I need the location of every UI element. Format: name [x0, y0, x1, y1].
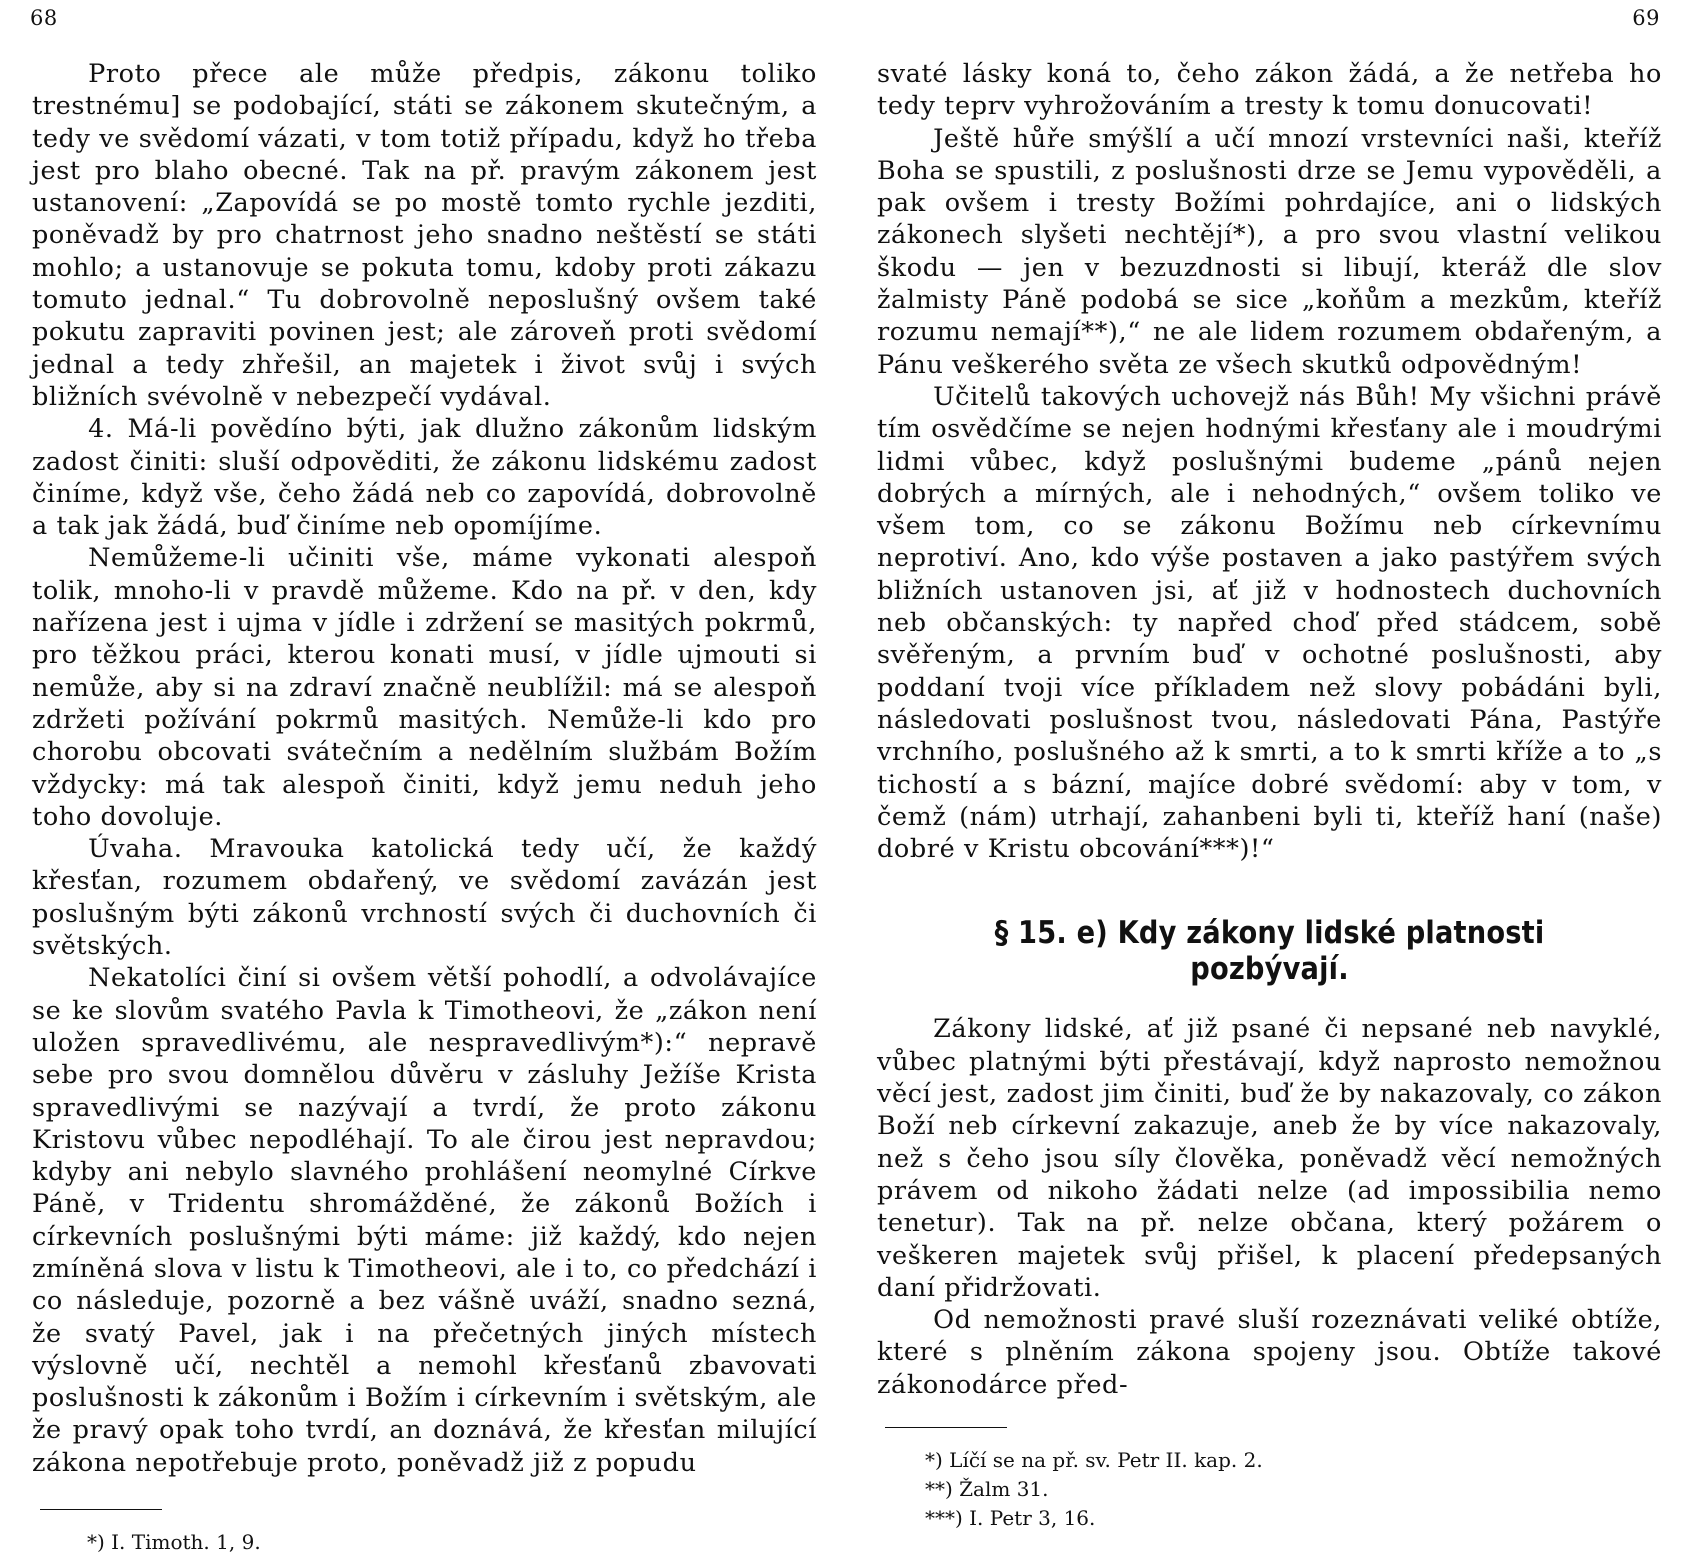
paragraph: Nemůžeme-li učiniti vše, máme vykonati alespoň tolik, mnoho-li v pravdě můžeme. Kdo na př. v den, kdy nařízena jest i ujma v jídle i zdržení se masitých pokrmů, pro těžkou práci, kterou konati musí, v jídle ujmouti si nemůže, aby si na zdraví značně neublížil: má se alespoň zdržeti požívání pokrmů masitých. Nemůže-li kdo pro chorobu obcovati svátečním a nedělním službám Božím vždycky: má tak alespoň činiti, když jemu neduh jeho toho dovoluje. — [32, 543, 817, 832]
footnote: **) Žalm 31. — [925, 1476, 1049, 1501]
page-number: 69 — [1632, 6, 1660, 30]
right-page — [845, 0, 1690, 1530]
footnotes — [32, 1528, 817, 1557]
section-heading: § 15. e) Kdy zákony lidské platnosti pozbývají. — [994, 915, 1545, 988]
footnote: ***) I. Petr 3, 16. — [925, 1505, 1096, 1530]
paragraph: Ještě hůře smýšlí a učí mnozí vrstevníci naši, kteříž Boha se spustili, z poslušnosti drze se Jemu vypověděli, a pak ovšem i tresty Božími pohrdajíce, ani o lidských zákonech slyšeti nechtějí*), a pro svou vlastní velikou škodu — jen v bezuzdnosti si libují, kteráž dle slov žalmisty Páně podobá se sice „koňům a mezkům, kteříž rozumu nemají**),“ ne ale lidem rozumem obdařeným, a Pánu veškerého světa ze všech skutků odpovědným! — [877, 123, 1662, 380]
footnotes — [877, 1446, 1662, 1533]
paragraph: Proto přece ale může předpis, zákonu toliko trestnému] se podobající, státi se zákonem skutečným, a tedy ve svědomí vázati, v tom totiž případu, když ho třeba jest pro blaho obecné. Tak na př. pravým zákonem jest ustanovení: „Zapovídá se po mostě tomto rychle jezditi, poněvadž by pro chatrnost jeho snadno neštěstí se státi mohlo; a ustanovuje se pokuta tomu, kdoby proti zákazu tomuto jednal.“ Tu dobrovolně neposlušný ovšem také pokutu zapraviti povinen jest; ale zároveň proti svědomí jednal a tedy zhřešil, an majetek i život svůj i svých bližních svévolně v nebezpečí vydával. — [32, 59, 817, 412]
paragraph: Nekatolíci činí si ovšem větší pohodlí, a odvolávajíce se ke slovům svatého Pavla k Timotheovi, že „zákon není uložen spravedlivému, ale nespravedlivým*):“ nepravě sebe pro svou domnělou důvěru v zásluhy Ježíše Krista spravedlivými se nazývají a tvrdí, že proto zákonu Kristovu vůbec nepodléhají. To ale čirou jest nepravdou; kdyby ani nebylo slavného prohlášení neomylné Církve Páně, v Tridentu shromážděné, že zákonů Božích i církevních poslušnými býti máme: již každý, kdo nejen zmíněná slova v listu k Timotheovi, ale i to, co předchází i co následuje, pozorně a bez vášně uváží, snadno sezná, že svatý Pavel, jak i na přečetných jiných místech výslovně učí, nechtěl a nemohl křesťanů zbavovati poslušnosti k zákonům i Božím i církevním i světským, ale že pravý opak toho tvrdí, an doznává, že křesťan milující zákona nepotřebuje proto, poněvadž již z popudu — [32, 963, 817, 1478]
paragraph: Zákony lidské, ať již psané či nepsané neb navyklé, vůbec platnými býti přestávají, když naprosto nemožnou věcí jest, zadost jim činiti, buď že by nakazovaly, co zákon Boží neb církevní zakazuje, aneb že by více nakazovaly, než s čeho jsou síly člověka, poněvadž věcí nemožných právem od nikoho žádati nelze (ad impossibilia nemo tenetur). Tak na př. nelze občana, který požárem o veškeren majetek svůj přišel, k placení předepsaných daní přidržovati. — [877, 1014, 1662, 1303]
paragraph: svaté lásky koná to, čeho zákon žádá, a že netřeba ho tedy teprv vyhrožováním a tresty k tomu donucovati! — [877, 59, 1662, 122]
left-page-body — [32, 58, 817, 1479]
paragraph: Učitelů takových uchovejž nás Bůh! My všichni právě tím osvědčíme se nejen hodnými křesťany ale i moudrými lidmi vůbec, když poslušnými budeme „pánů nejen dobrých a mírných, ale i nehodných,“ ovšem toliko ve všem tom, co se zákonu Božímu neb církevnímu neprotiví. Ano, kdo výše postaven a jako pastýřem svých bližních ustanoven jsi, ať již v hodnostech duchovních neb občanských: ty napřed choď před stádcem, sobě svěřeným, a prvním buď v ochotné poslušnosti, aby poddaní tvoji více příkladem než slovy pobádáni byli, následovati poslušnost tvou, následovati Pána, Pastýře vrchního, poslušného až k smrti, a to k smrti kříže a to „s tichostí a s bázní, majíce dobré svědomí: aby v tom, v čemž (nám) utrhají, zahanbeni byli ti, kteříž haní (naše) dobré v Kristu obcování***)!“ — [877, 381, 1662, 865]
footnote: *) I. Timoth. 1, 9. — [87, 1530, 261, 1555]
paragraph: Úvaha. Mravouka katolická tedy učí, že každý křesťan, rozumem obdařený, ve svědomí zavázán jest poslušným býti zákonů vrchností svých či duchovních či světských. — [32, 834, 817, 962]
right-page-body — [877, 58, 1662, 1401]
left-page — [0, 0, 845, 1555]
page-number: 68 — [30, 6, 58, 30]
paragraph: Od nemožnosti pravé sluší rozeznávati veliké obtíže, které s plněním zákona spojeny jsou. Obtíže takové zákonodárce před- — [877, 1305, 1662, 1400]
paragraph: 4. Má-li povědíno býti, jak dlužno zákonům lidským zadost činiti: sluší odpověditi, že zákonu lidskému zadost činíme, když vše, čeho žádá neb co zapovídá, dobrovolně a tak jak žádá, buď činíme neb opomíjíme. — [32, 414, 817, 542]
footnote-divider — [885, 1427, 1007, 1428]
footnote: *) Líčí se na př. sv. Petr II. kap. 2. — [925, 1447, 1263, 1472]
footnote-divider — [40, 1509, 162, 1510]
